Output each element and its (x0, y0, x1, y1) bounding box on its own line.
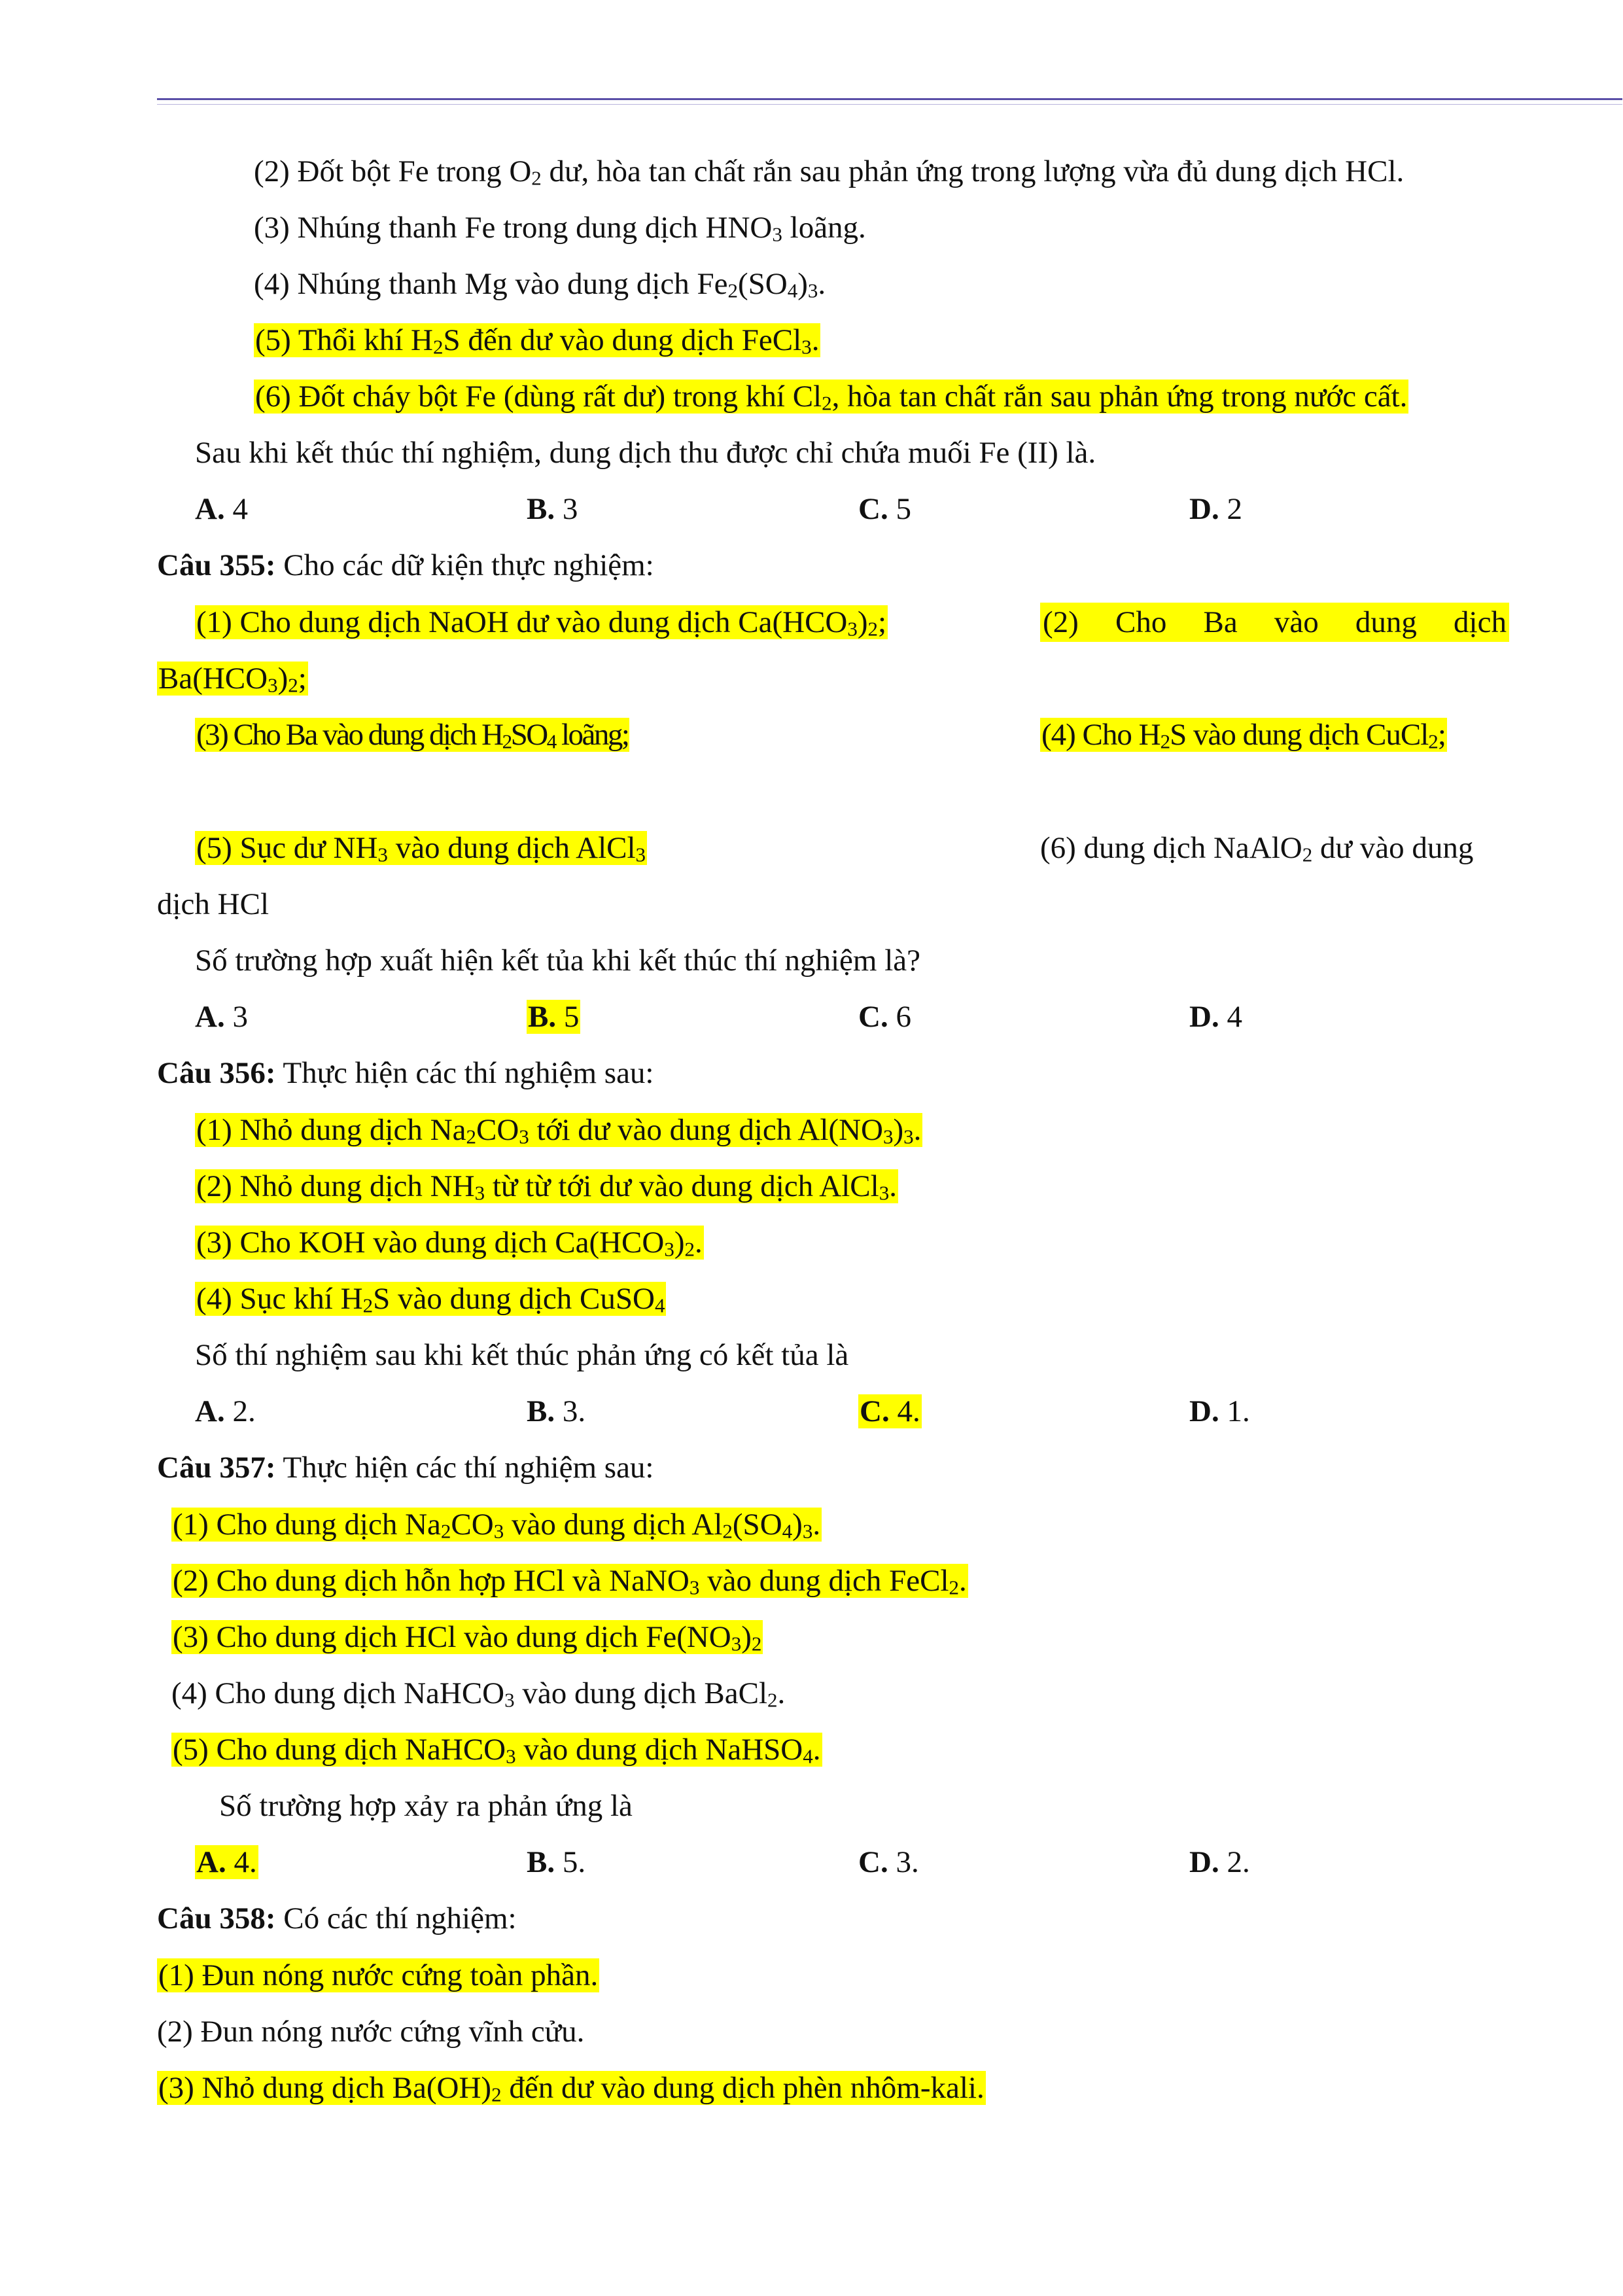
question-358-heading: Câu 358: Có các thí nghiệm: (157, 1901, 517, 1935)
q355-question: Số trường hợp xuất hiện kết tủa khi kết thúc thí nghiệm là? (195, 944, 920, 978)
q358-item-1: (1) Đun nóng nước cứng toàn phần. (158, 1958, 599, 1992)
q356-answer-c: C. 4. (860, 1394, 920, 1428)
question-357-heading: Câu 357: Thực hiện các thí nghiệm sau: (157, 1451, 654, 1485)
question-text: Sau khi kết thúc thí nghiệm, dung dịch thu được chỉ chứa muối Fe (II) là. (195, 436, 1096, 470)
question-356-heading: Câu 356: Thực hiện các thí nghiệm sau: (157, 1056, 654, 1090)
statement-2: (2) Đốt bột Fe trong $O_2$ dư, hòa tan chất rắn sau phản ứng trong lượng vừa đủ dung dịch HCl. (254, 154, 1405, 190)
q355-item-6-cont: dịch HCl (157, 887, 270, 921)
q356-item-4: (4) Sục khí $H_2S$ vào dung dịch CuSO$_4$ (196, 1282, 665, 1317)
answer-a: A. 4 (195, 492, 248, 526)
q357-item-2: (2) Cho dung dịch hỗn hợp HCl và NaNO$_3$ vào dung dịch FeCl$_2$. (173, 1564, 967, 1599)
q357-answer-d: D. 2. (1189, 1845, 1250, 1879)
q356-answer-d: D. 1. (1189, 1394, 1250, 1428)
q355-item-2: (2) Cho Ba vào dung dịch (1040, 603, 1509, 642)
q356-question: Số thí nghiệm sau khi kết thúc phản ứng có kết tủa là (195, 1338, 849, 1372)
q357-answer-c: C. 3. (858, 1845, 919, 1879)
statement-5: (5) Thổi khí $H_2S$ đến dư vào dung dịch FeCl$_3$. (255, 323, 820, 359)
q355-answer-d: D. 4 (1189, 1000, 1242, 1034)
q357-item-3: (3) Cho dung dịch HCl vào dung dịch $Fe(NO_3)_2$ (173, 1620, 762, 1655)
q355-item-6: (6) dung dịch NaAlO$_2$ dư vào dung (1040, 831, 1474, 866)
statement-6: (6) Đốt cháy bột Fe (dùng rất dư) trong khí $Cl_2$, hòa tan chất rắn sau phản ứng trong nước cất. (255, 380, 1408, 415)
q356-item-3: (3) Cho KOH vào dung dịch $Ca(HCO_3)_2$. (196, 1226, 703, 1261)
answer-d: D. 2 (1189, 492, 1242, 526)
q357-answer-b: B. 5. (527, 1845, 586, 1879)
q357-question: Số trường hợp xảy ra phản ứng là (219, 1789, 633, 1823)
q356-answer-b: B. 3. (527, 1394, 586, 1428)
q358-item-2: (2) Đun nóng nước cứng vĩnh cửu. (157, 2015, 585, 2049)
statement-4: (4) Nhúng thanh Mg vào dung dịch $Fe_2(SO_4)_3$. (254, 267, 826, 302)
answer-c: C. 5 (858, 492, 911, 526)
q358-item-3: (3) Nhỏ dung dịch $Ba(OH)_2$ đến dư vào dung dịch phèn nhôm-kali. (158, 2071, 985, 2106)
q357-item-5: (5) Cho dung dịch NaHCO$_3$ vào dung dịch NaHSO$_4$. (173, 1733, 821, 1768)
q355-answer-c: C. 6 (858, 1000, 911, 1034)
q357-answer-a: A. 4. (196, 1845, 257, 1879)
q356-answer-a: A. 2. (195, 1394, 256, 1428)
q355-item-4: (4) Cho $H_2S$ vào dung dịch CuCl$_2$; (1041, 718, 1446, 753)
q355-answer-a: A. 3 (195, 1000, 248, 1034)
q355-item-2-cont: $Ba(HCO_3)_2$; (158, 662, 307, 697)
statement-3: (3) Nhúng thanh Fe trong dung dịch $HNO_3$ loãng. (254, 211, 866, 246)
q355-item-1: (1) Cho dung dịch NaOH dư vào dung dịch $Ca(HCO_3)_2$; (196, 605, 887, 641)
q357-item-4: (4) Cho dung dịch NaHCO$_3$ vào dung dịch BaCl$_2$. (171, 1676, 786, 1712)
answer-b: B. 3 (527, 492, 578, 526)
header-rule (157, 98, 1622, 105)
q355-item-3: (3) Cho Ba vào dung dịch $H_2SO_4$ loãng; (196, 718, 629, 753)
q355-item-5: (5) Sục dư $NH_3$ vào dung dịch AlCl$_3$ (196, 831, 646, 866)
q356-item-1: (1) Nhỏ dung dịch $Na_2CO_3$ tới dư vào dung dịch $Al(NO_3)_3$. (196, 1113, 922, 1148)
q356-item-2: (2) Nhỏ dung dịch $NH_3$ từ từ tới dư vào dung dịch AlCl$_3$. (196, 1169, 897, 1205)
q357-item-1: (1) Cho dung dịch $Na_2CO_3$ vào dung dịch $Al_2(SO_4)_3$. (173, 1508, 821, 1543)
q355-answer-b: B. 5 (528, 1000, 580, 1034)
question-355-heading: Câu 355: Cho các dữ kiện thực nghiệm: (157, 548, 654, 582)
